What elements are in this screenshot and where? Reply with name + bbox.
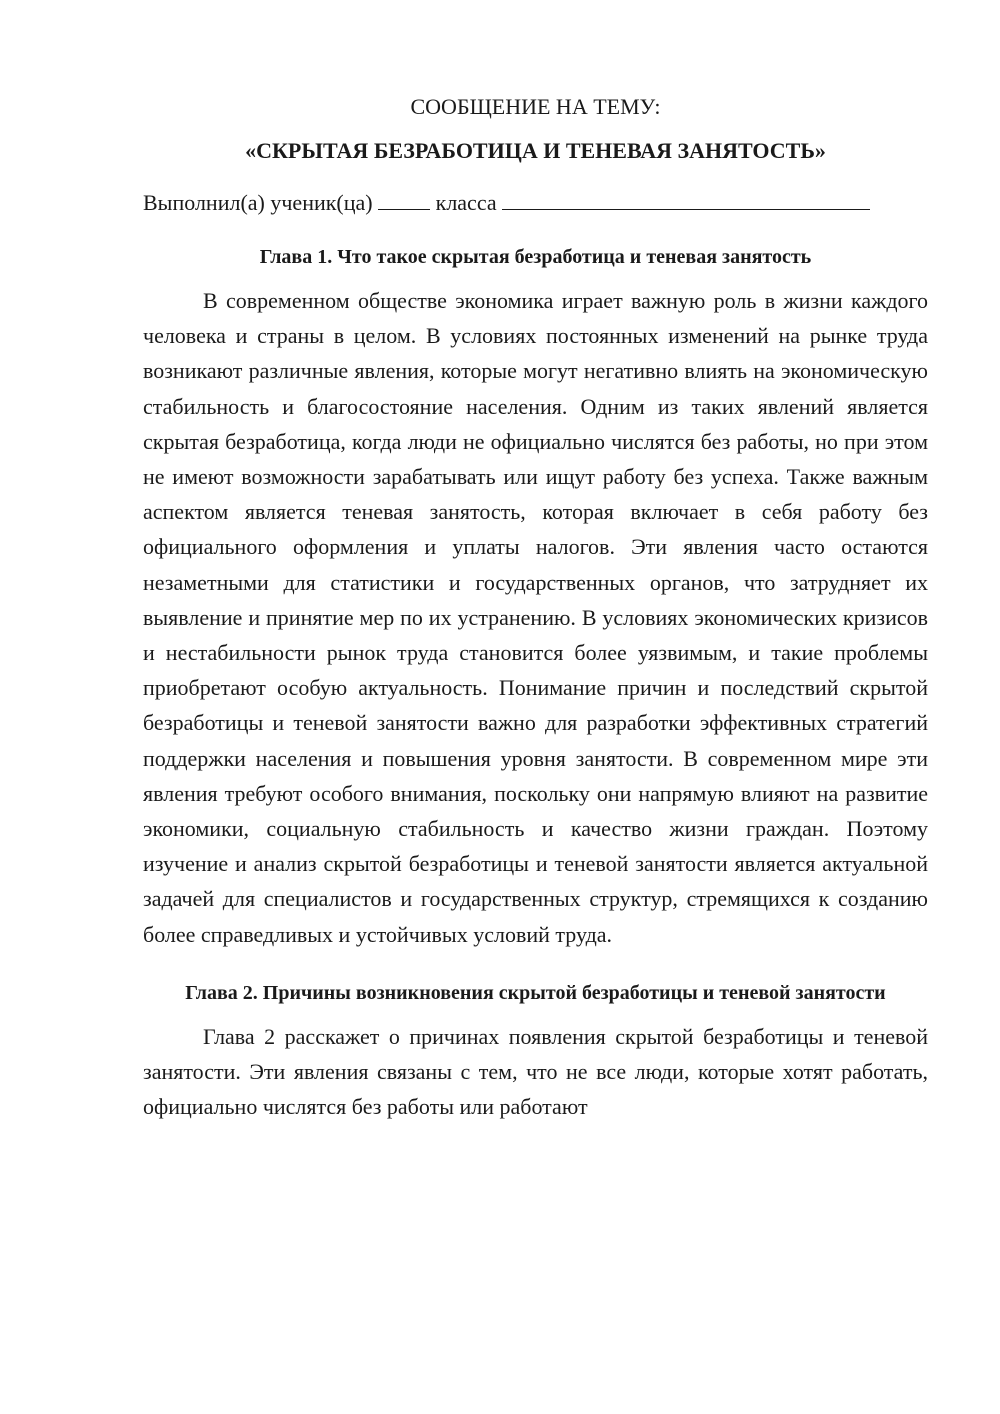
document-subtitle: «СКРЫТАЯ БЕЗРАБОТИЦА И ТЕНЕВАЯ ЗАНЯТОСТЬ» xyxy=(245,138,826,163)
chapter-2-text: Глава 2 расскажет о причинах появления скрытой безработицы и теневой занятости. Эти явления связаны с тем, что не все люди, которые хотят работать, официально числятся без работы или работают xyxy=(143,1023,928,1120)
class-number-blank xyxy=(378,189,430,210)
chapter-2-heading: Глава 2. Причины возникновения скрытой безработицы и теневой занятости xyxy=(185,981,886,1004)
document-page xyxy=(143,92,928,1124)
author-line xyxy=(143,188,928,218)
class-label: класса xyxy=(435,190,497,215)
document-title: СООБЩЕНИЕ НА ТЕМУ: xyxy=(410,94,661,119)
student-name-blank xyxy=(502,189,870,210)
author-label: Выполнил(а) ученик(ца) xyxy=(143,190,373,215)
chapter-1-heading: Глава 1. Что такое скрытая безработица и теневая занятость xyxy=(259,246,812,268)
chapter-1-text: В современном обществе экономика играет важную роль в жизни каждого человека и страны в целом. В условиях постоянных изменений на рынке труда возникают различные явления, которые могут негативно влиять на экономическую стабильность и благосостояние населения. Одним из таких явлений является скрытая безработица, когда люди не официально числятся без работы, но при этом не имеют возможности зарабатывать или ищут работу без успеха. Также важным аспектом является теневая занятость, которая включает в себя работу без официального оформления и уплаты налогов. Эти явления часто остаются незаметными для статистики и государственных органов, что затрудняет их выявление и принятие мер по их устранению. В условиях экономических кризисов и нестабильности рынок труда становится более уязвимым, и такие проблемы приобретают особую актуальность. Понимание причин и последствий скрытой безработицы и теневой занятости важно для разработки эффективных стратегий поддержки населения и повышения уровня занятости. В современном мире эти явления требуют особого внимания, поскольку они напрямую влияют на развитие экономики, социальную стабильность и качество жизни граждан. Поэтому изучение и анализ скрытой безработицы и теневой занятости является актуальной задачей для специалистов и государственных структур, стремящихся к созданию более справедливых и устойчивых условий труда. xyxy=(143,288,928,947)
